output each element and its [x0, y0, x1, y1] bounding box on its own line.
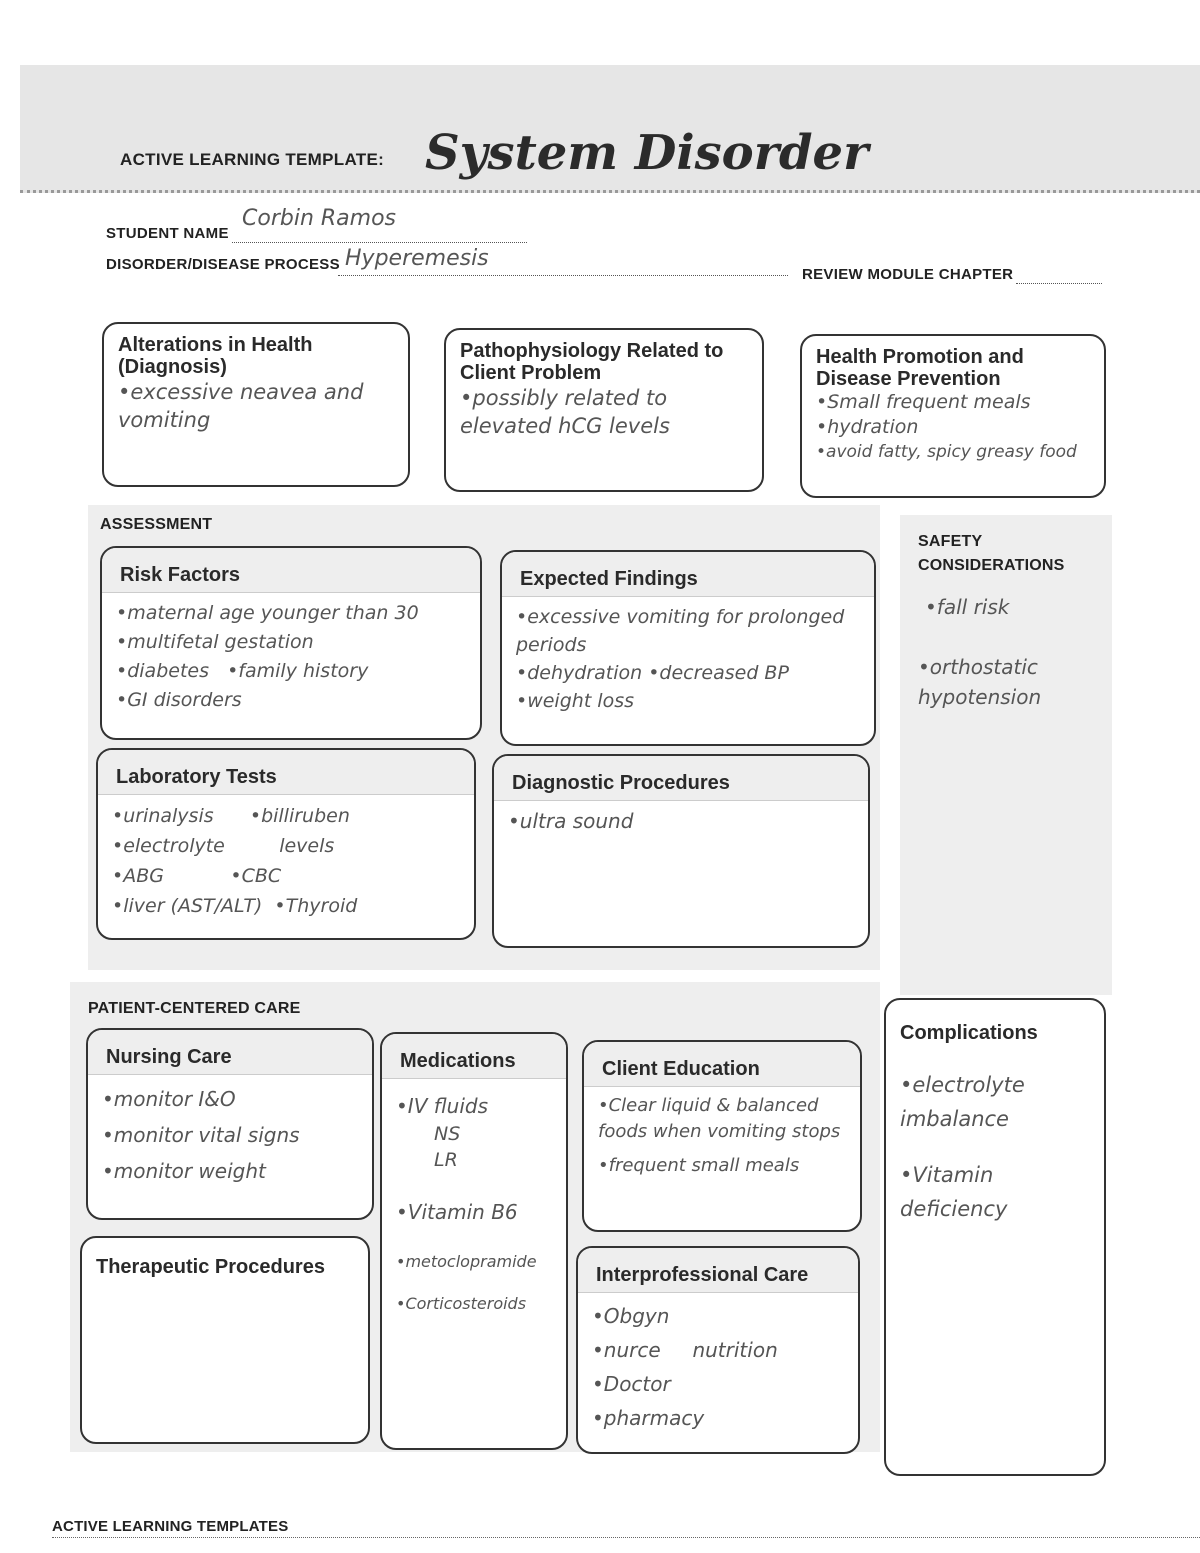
- risk-factors-entry-2[interactable]: •multifetal gestation: [116, 631, 314, 653]
- template-label: ACTIVE LEARNING TEMPLATE:: [120, 150, 385, 169]
- laboratory-tests-entry-3[interactable]: •ABG •CBC: [112, 865, 282, 887]
- diagnostic-procedures-entry-1[interactable]: •ultra sound: [508, 809, 634, 833]
- alterations-entry[interactable]: •excessive neavea and vomiting: [118, 380, 364, 432]
- risk-factors-entry-4[interactable]: •GI disorders: [116, 689, 242, 711]
- diagnostic-procedures-box: [492, 754, 870, 948]
- safety-entry-1[interactable]: •fall risk: [925, 595, 1010, 619]
- laboratory-tests-entry-2[interactable]: •electrolyte levels: [112, 835, 335, 857]
- interprofessional-care-entry-1[interactable]: •Obgyn: [592, 1304, 670, 1328]
- health-promotion-entry-3[interactable]: •avoid fatty, spicy greasy food: [816, 442, 1077, 462]
- alterations-title: Alterations in Health (Diagnosis): [118, 334, 313, 378]
- nursing-care-entry-1[interactable]: •monitor I&O: [102, 1087, 236, 1111]
- complications-box: [884, 998, 1106, 1476]
- health-promotion-box: [800, 334, 1106, 498]
- risk-factors-box: [100, 546, 482, 740]
- student-name-line: [232, 242, 527, 243]
- laboratory-tests-entry-1[interactable]: •urinalysis •billiruben: [112, 805, 350, 827]
- medications-box: [380, 1032, 568, 1450]
- nursing-care-title: Nursing Care: [88, 1030, 372, 1075]
- medications-entry-1[interactable]: •IV fluids: [396, 1094, 489, 1118]
- medications-entry-3[interactable]: LR: [434, 1149, 458, 1171]
- risk-factors-title: Risk Factors: [102, 548, 480, 593]
- nursing-care-entry-3[interactable]: •monitor weight: [102, 1159, 266, 1183]
- disorder-value[interactable]: Hyperemesis: [345, 246, 489, 271]
- medications-entry-4[interactable]: •Vitamin B6: [396, 1200, 518, 1224]
- footer-line: [52, 1537, 1200, 1538]
- safety-shade: [900, 515, 1112, 995]
- review-module-line[interactable]: [1016, 283, 1102, 284]
- nursing-care-box: [86, 1028, 374, 1220]
- risk-factors-entry-3[interactable]: •diabetes •family history: [116, 660, 369, 682]
- laboratory-tests-box: [96, 748, 476, 940]
- client-education-entry-2[interactable]: •frequent small meals: [598, 1155, 800, 1176]
- student-name-value[interactable]: Corbin Ramos: [242, 206, 396, 231]
- laboratory-tests-entry-4[interactable]: •liver (AST/ALT) •Thyroid: [112, 895, 358, 917]
- expected-findings-entry-3[interactable]: •weight loss: [516, 690, 635, 712]
- medications-entry-5[interactable]: •metoclopramide: [396, 1252, 537, 1271]
- pathophysiology-title: Pathophysiology Related to Client Problem: [460, 340, 724, 384]
- risk-factors-entry-1[interactable]: •maternal age younger than 30: [116, 602, 419, 624]
- therapeutic-procedures-title: Therapeutic Procedures: [96, 1256, 325, 1278]
- medications-title: Medications: [382, 1034, 566, 1079]
- laboratory-tests-title: Laboratory Tests: [98, 750, 474, 795]
- expected-findings-title: Expected Findings: [502, 552, 874, 597]
- expected-findings-box: [500, 550, 876, 746]
- health-promotion-entry-1[interactable]: •Small frequent meals: [816, 391, 1031, 413]
- page-title: System Disorder: [425, 125, 869, 181]
- client-education-box: [582, 1040, 862, 1232]
- safety-label: SAFETY CONSIDERATIONS: [918, 533, 1065, 574]
- complications-entry-1[interactable]: •electrolyte imbalance: [900, 1073, 1025, 1131]
- expected-findings-entry-2[interactable]: •dehydration •decreased BP: [516, 662, 789, 684]
- review-module-label: REVIEW MODULE CHAPTER: [802, 266, 1014, 283]
- client-education-entry-1[interactable]: •Clear liquid & balanced foods when vomiting stops: [598, 1095, 841, 1142]
- assessment-label: ASSESSMENT: [100, 516, 213, 533]
- complications-title: Complications: [900, 1022, 1038, 1044]
- interprofessional-care-entry-2[interactable]: •nurce nutrition: [592, 1338, 778, 1362]
- expected-findings-entry-1[interactable]: •excessive vomiting for prolonged periods: [516, 606, 845, 656]
- pathophysiology-entry[interactable]: •possibly related to elevated hCG levels: [460, 386, 670, 438]
- health-promotion-entry-2[interactable]: •hydration: [816, 416, 919, 438]
- student-name-label: STUDENT NAME: [106, 225, 229, 242]
- interprofessional-care-title: Interprofessional Care: [578, 1248, 858, 1293]
- medications-entry-2[interactable]: NS: [434, 1123, 461, 1145]
- safety-entry-2[interactable]: •orthostatic hypotension: [918, 655, 1042, 709]
- nursing-care-entry-2[interactable]: •monitor vital signs: [102, 1123, 300, 1147]
- alterations-box: [102, 322, 410, 487]
- footer-label: ACTIVE LEARNING TEMPLATES: [52, 1518, 289, 1535]
- patient-centered-care-label: PATIENT-CENTERED CARE: [88, 1000, 301, 1017]
- interprofessional-care-entry-3[interactable]: •Doctor: [592, 1372, 671, 1396]
- interprofessional-care-entry-4[interactable]: •pharmacy: [592, 1406, 705, 1430]
- complications-entry-2[interactable]: •Vitamin deficiency: [900, 1163, 1008, 1221]
- disorder-label: DISORDER/DISEASE PROCESS: [106, 256, 340, 273]
- pathophysiology-box: [444, 328, 764, 492]
- medications-entry-6[interactable]: •Corticosteroids: [396, 1294, 527, 1313]
- client-education-title: Client Education: [584, 1042, 860, 1087]
- diagnostic-procedures-title: Diagnostic Procedures: [494, 756, 868, 801]
- therapeutic-procedures-box: [80, 1236, 370, 1444]
- disorder-line: [338, 275, 788, 276]
- health-promotion-title: Health Promotion and Disease Prevention: [816, 346, 1024, 390]
- interprofessional-care-box: [576, 1246, 860, 1454]
